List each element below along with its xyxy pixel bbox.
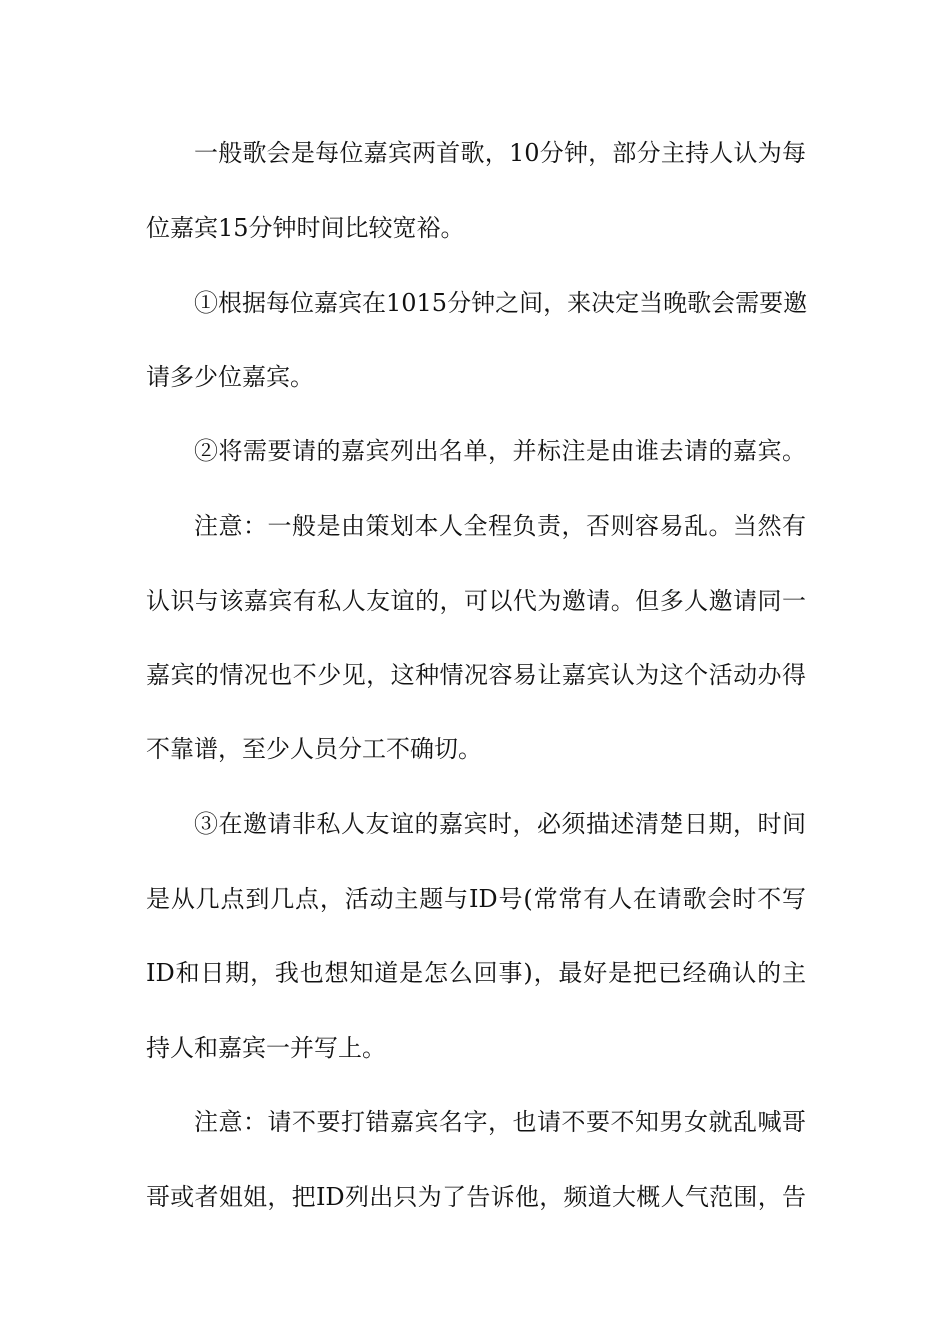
paragraph-line: 不靠谱，至少人员分工不确切。 bbox=[146, 735, 482, 763]
paragraph-line: ②将需要请的嘉宾列出名单，并标注是由谁去请的嘉宾。 bbox=[194, 437, 806, 465]
paragraph-line: 位嘉宾15分钟时间比较宽裕。 bbox=[146, 214, 465, 242]
paragraph-line: ①根据每位嘉宾在1015分钟之间，来决定当晚歌会需要邀 bbox=[194, 289, 808, 317]
paragraph-line: ID和日期，我也想知道是怎么回事)，最好是把已经确认的主 bbox=[146, 959, 806, 987]
paragraph-line: 嘉宾的情况也不少见，这种情况容易让嘉宾认为这个活动办得 bbox=[146, 661, 806, 689]
paragraph-line: 哥或者姐姐，把ID列出只为了告诉他，频道大概人气范围，告 bbox=[146, 1183, 806, 1211]
paragraph-line: 注意：一般是由策划本人全程负责，否则容易乱。当然有 bbox=[194, 512, 806, 540]
paragraph-line: ③在邀请非私人友谊的嘉宾时，必须描述清楚日期，时间 bbox=[194, 810, 806, 838]
paragraph-line: 注意：请不要打错嘉宾名字，也请不要不知男女就乱喊哥 bbox=[194, 1108, 806, 1136]
paragraph-line: 是从几点到几点，活动主题与ID号(常常有人在请歌会时不写 bbox=[146, 885, 806, 913]
paragraph-line: 认识与该嘉宾有私人友谊的，可以代为邀请。但多人邀请同一 bbox=[146, 587, 806, 615]
paragraph-line: 请多少位嘉宾。 bbox=[146, 363, 314, 391]
paragraph-line: 一般歌会是每位嘉宾两首歌，10分钟，部分主持人认为每 bbox=[194, 139, 806, 167]
paragraph-line: 持人和嘉宾一并写上。 bbox=[146, 1034, 386, 1062]
